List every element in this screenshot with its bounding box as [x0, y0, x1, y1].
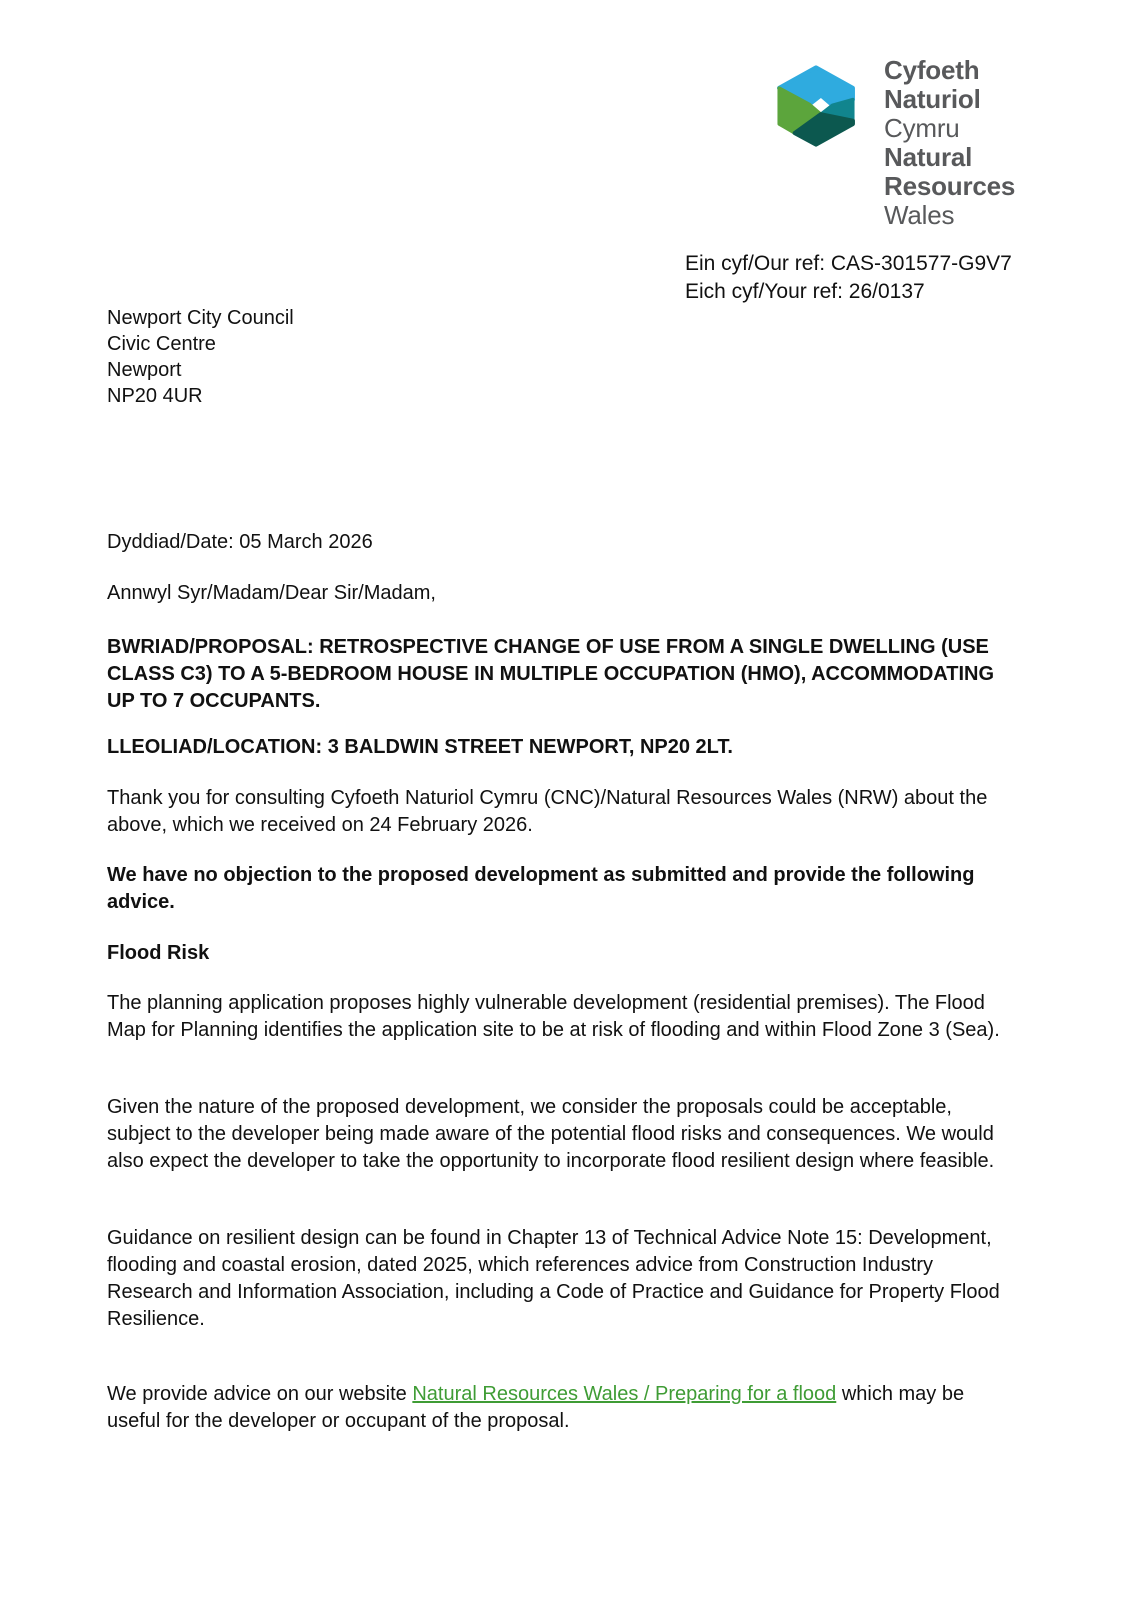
- our-ref: Ein cyf/Our ref: CAS-301577-G9V7: [685, 252, 1012, 275]
- website-text-post: which may be useful for the developer or occupant of the proposal.: [107, 1383, 965, 1432]
- proposal-heading: BWRIAD/PROPOSAL: RETROSPECTIVE CHANGE OF USE FROM A SINGLE DWELLING (USE CLASS C3) TO A 5-BEDROOM HOUSE IN MULTIPLE OCCUPATION (HMO), ACCOMMODATING UP TO 7 OCCUPANTS.: [107, 636, 995, 712]
- logo-english-line3: Wales: [884, 200, 955, 230]
- salutation: Annwyl Syr/Madam/Dear Sir/Madam,: [107, 582, 436, 604]
- recipient-line: NP20 4UR: [107, 385, 203, 407]
- logo-english-line2: Resources: [884, 171, 1016, 201]
- logo-welsh-line3: Cymru: [884, 113, 960, 143]
- flood-risk-heading: Flood Risk: [107, 942, 210, 964]
- date-line: Dyddiad/Date: 05 March 2026: [107, 531, 373, 553]
- paragraph-flood-1: The planning application proposes highly vulnerable development (residential premises). The Flood Map for Planning identifies the application site to be at risk of flooding and within Flood Zone 3 (Sea).: [107, 992, 1000, 1041]
- logo-welsh-line1: Cyfoeth: [884, 55, 980, 85]
- nrw-logo-icon: [775, 61, 857, 151]
- paragraph-thanks: Thank you for consulting Cyfoeth Naturiol Cymru (CNC)/Natural Resources Wales (NRW) about the above, which we received on 24 February 2026.: [107, 787, 988, 836]
- preparing-for-flood-link[interactable]: Natural Resources Wales / Preparing for a flood: [412, 1383, 837, 1405]
- nrw-logo-wordmark: [884, 56, 1015, 230]
- logo-welsh-line2: Naturiol: [884, 84, 981, 114]
- reference-block: [685, 250, 1012, 306]
- location-heading: LLEOLIAD/LOCATION: 3 BALDWIN STREET NEWPORT, NP20 2LT.: [107, 736, 733, 758]
- website-text-pre: We provide advice on our website: [107, 1383, 413, 1405]
- paragraph-flood-2: Given the nature of the proposed development, we consider the proposals could be acceptable, subject to the developer being made aware of the potential flood risks and consequences. We would also expect the developer to take the opportunity to incorporate flood resilient design where feasible.: [107, 1096, 995, 1172]
- recipient-address: [107, 305, 294, 409]
- paragraph-guidance: Guidance on resilient design can be found in Chapter 13 of Technical Advice Note 15: Development, flooding and coastal erosion, dated 2025, which references advice from Construction Industry Research and Information Association, including a Code of Practice and Guidance for Property Flood Resilience.: [107, 1227, 1000, 1330]
- recipient-line: Civic Centre: [107, 333, 216, 355]
- paragraph-no-objection: We have no objection to the proposed development as submitted and provide the following advice.: [107, 864, 975, 913]
- logo-english-line1: Natural: [884, 142, 973, 172]
- recipient-line: Newport City Council: [107, 307, 294, 329]
- recipient-line: Newport: [107, 359, 182, 381]
- paragraph-website: [107, 1381, 1012, 1435]
- your-ref: Eich cyf/Your ref: 26/0137: [685, 280, 925, 303]
